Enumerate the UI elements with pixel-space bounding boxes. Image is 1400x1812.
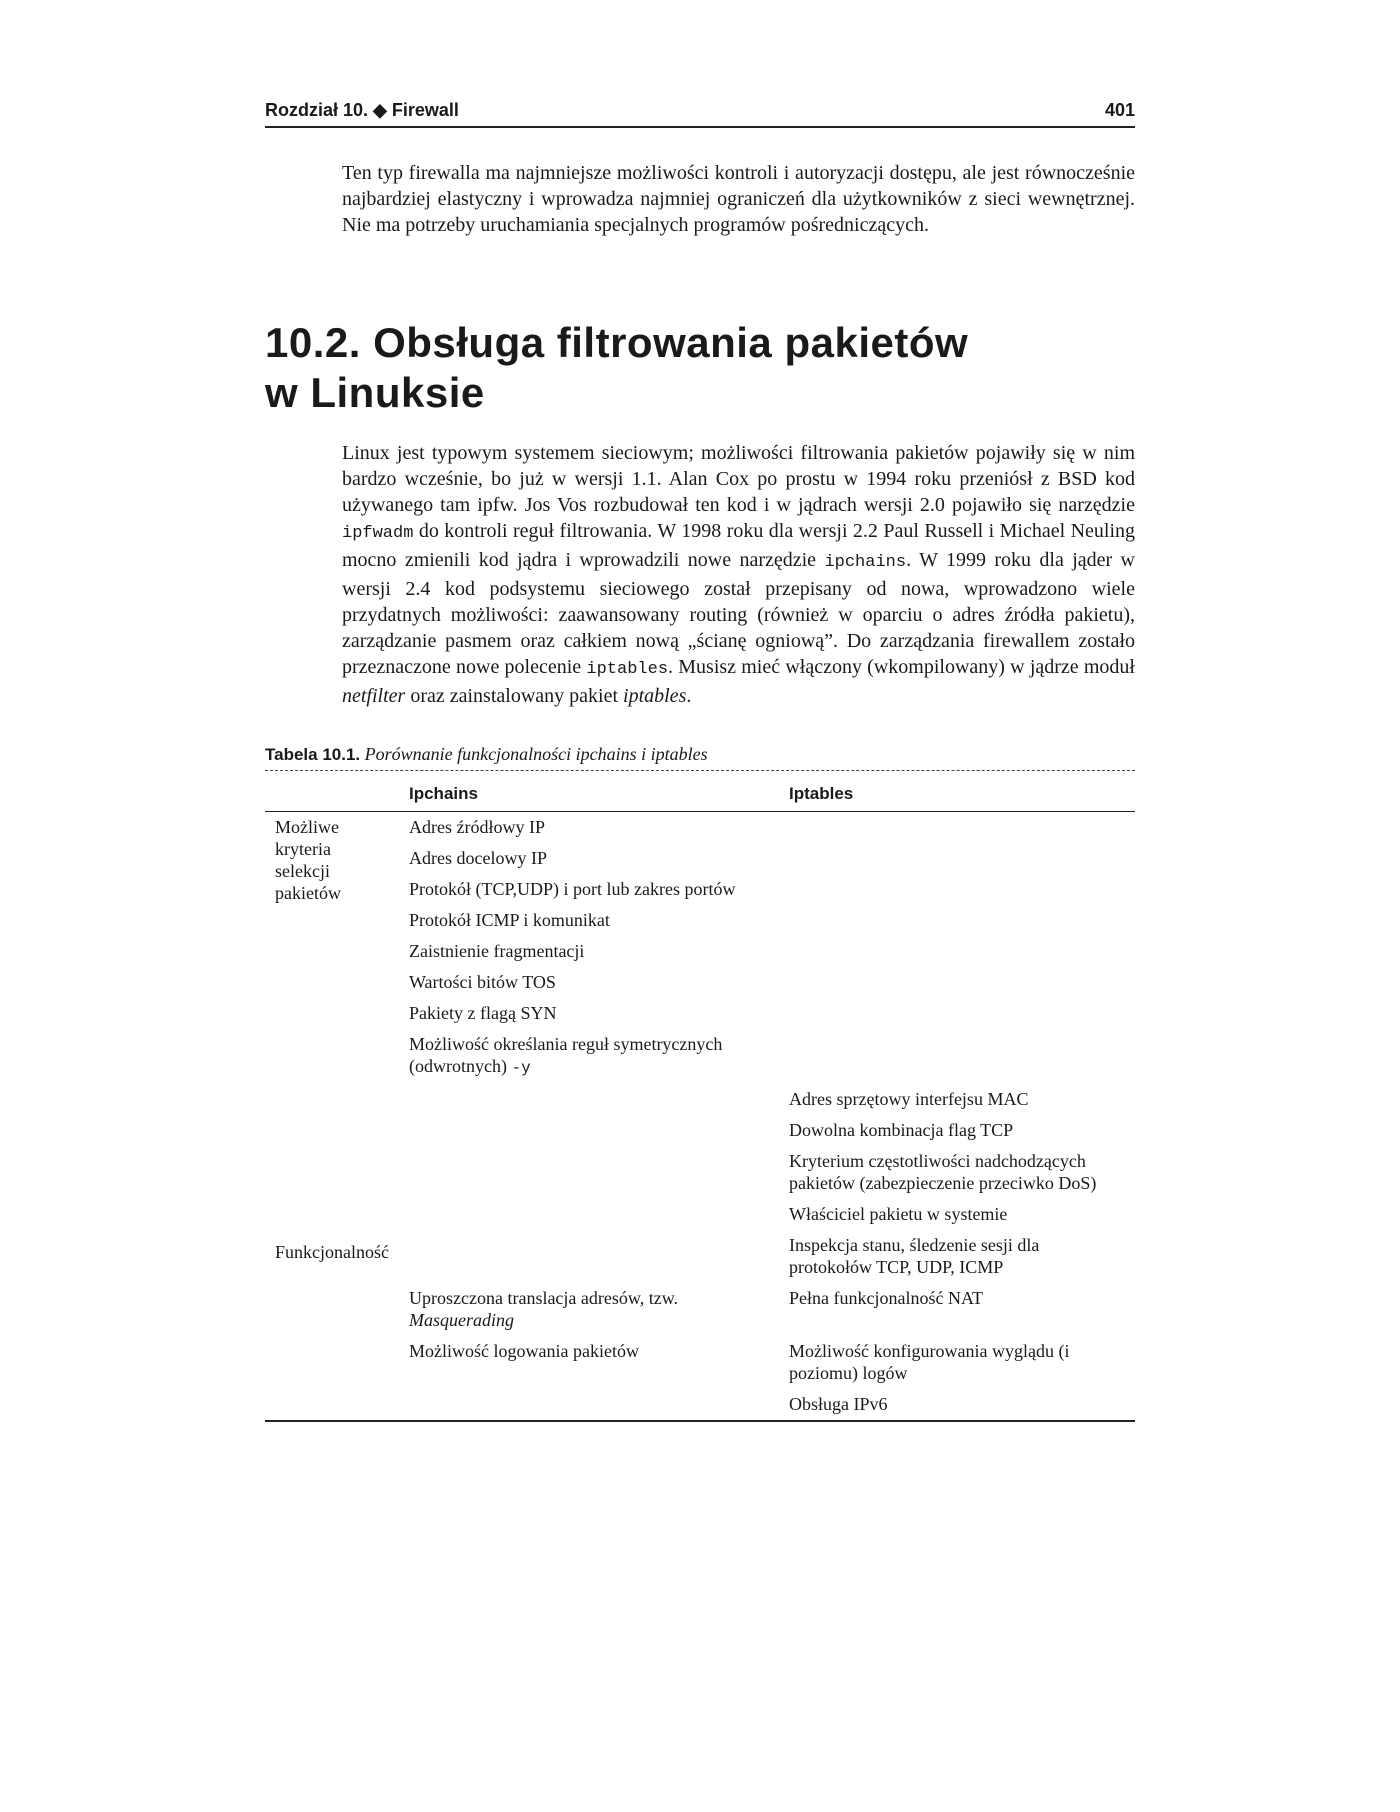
iptables-cell: Obsługa IPv6 [789,1394,888,1414]
page-number: 401 [1104,100,1135,120]
table-caption-text: Porównanie funkcjonalności ipchains i iptables [364,744,708,764]
section-heading-line1: 10.2. Obsługa filtrowania pakietów [265,319,969,366]
ipchains-cell: Protokół ICMP i komunikat [409,910,610,930]
ipchains-cell [399,1115,779,1146]
table-caption-label: Tabela 10.1. [265,745,361,764]
iptables-cell [779,843,1135,874]
para-text-3: . W 1999 roku dla jąder w wersji 2.4 kod podsystemu sieciowego został przepisany od nowa, wprowadzono wiele przydatnych możliwości: zaawansowany routing (również w oparciu o adres źródła pakietu), zarządzanie pasmem oraz całkiem nową „ścianę ogniową”. Do zarządzania firewallem zostało przeznaczone nowe polecenie [342,549,1136,678]
ipchains-cell: Adres źródłowy IP [409,817,545,837]
ipchains-cell [399,1146,779,1199]
iptables-cell [779,936,1135,967]
ipchains-cell [399,1230,779,1283]
ipchains-cell: Możliwość logowania pakietów [409,1341,639,1361]
code-ipchains: ipchains [824,553,907,572]
ipchains-cell: Zaistnienie fragmentacji [409,941,585,961]
ipchains-cell [399,1084,779,1115]
ipchains-cell-code: -y [511,1059,531,1077]
para-text-5: oraz zainstalowany pakiet [410,685,619,707]
ipchains-cell [399,1389,779,1421]
comparison-table [265,780,1135,1422]
iptables-cell [779,998,1135,1029]
table-row [265,812,1135,844]
iptables-cell: Adres sprzętowy interfejsu MAC [789,1089,1029,1109]
table-row [265,1084,1135,1115]
group-label-functionality: Funkcjonalność [275,1241,389,1262]
ipchains-cell [399,1029,779,1084]
code-ipfwadm: ipfwadm [342,524,414,543]
chapter-title: Rozdział 10. ◆ Firewall [265,100,459,120]
em-iptables: iptables [623,685,687,707]
em-netfilter: netfilter [342,685,406,707]
ipchains-cell [399,1199,779,1230]
iptables-cell: Kryterium częstotliwości nadchodzących pakietów (zabezpieczenie przeciwko DoS) [789,1151,1097,1193]
section-heading [265,318,1145,418]
iptables-cell: Możliwość konfigurowania wyglądu (i poziomu) logów [789,1341,1070,1383]
iptables-cell [779,905,1135,936]
para-text-1: Linux jest typowym systemem sieciowym; możliwości filtrowania pakietów pojawiły się w nim bardzo wcześnie, bo już w wersji 1.1. Alan Cox po prostu w 1994 roku przeniósł z BSD kod używanego tam ipfw. Jos Vos rozbudował ten kod i w jądrach wersji 2.0 pojawiło się narzędzie [342,442,1135,516]
iptables-cell [779,874,1135,905]
ipchains-cell-text: Możliwość określania reguł symetrycznych (odwrotnych) [409,1034,723,1076]
running-head [265,100,1135,128]
header-iptables: Iptables [779,780,1135,812]
iptables-cell: Właściciel pakietu w systemie [789,1204,1008,1224]
iptables-cell [779,1029,1135,1084]
ipchains-cell: Wartości bitów TOS [409,972,556,992]
header-ipchains: Ipchains [399,780,779,812]
ipchains-cell: Pakiety z flagą SYN [409,1003,557,1023]
ipchains-cell: Protokół (TCP,UDP) i port lub zakres portów [409,879,736,899]
para-text-6: . [686,685,692,707]
group-label-criteria: Możliwe kryteria selekcji pakietów [275,817,341,903]
table-header-row [265,780,1135,812]
iptables-cell [779,967,1135,998]
iptables-cell: Dowolna kombinacja flag TCP [789,1120,1014,1140]
code-iptables: iptables [586,660,669,679]
iptables-cell: Inspekcja stanu, śledzenie sesji dla protokołów TCP, UDP, ICMP [789,1235,1040,1277]
header-empty [265,780,399,812]
iptables-cell: Pełna funkcjonalność NAT [789,1288,983,1308]
section-heading-line2: w Linuksie [265,369,485,416]
ipchains-cell [399,1283,779,1336]
para-text-4: . Musisz mieć włączony (wkompilowany) w jądrze moduł [668,656,1135,678]
ipchains-cell-text: Uproszczona translacja adresów, tzw. [409,1288,679,1308]
para-text-2: do kontroli reguł filtrowania. W 1998 roku dla wersji 2.2 Paul Russell i Michael Neuling mocno zmienili kod jądra i wprowadzili nowe narzędzie [342,520,1135,571]
section-paragraph [342,440,1135,709]
iptables-cell [779,812,1135,844]
table-caption [265,744,1135,771]
intro-paragraph: Ten typ firewalla ma najmniejsze możliwości kontroli i autoryzacji dostępu, ale jest równocześnie najbardziej elastyczny i wprowadza najmniej ograniczeń dla użytkowników z sieci wewnętrznej. Nie ma potrzeby uruchamiania specjalnych programów pośredniczących. [342,162,1135,236]
ipchains-cell-italic: Masquerading [409,1310,514,1330]
ipchains-cell: Adres docelowy IP [409,848,547,868]
